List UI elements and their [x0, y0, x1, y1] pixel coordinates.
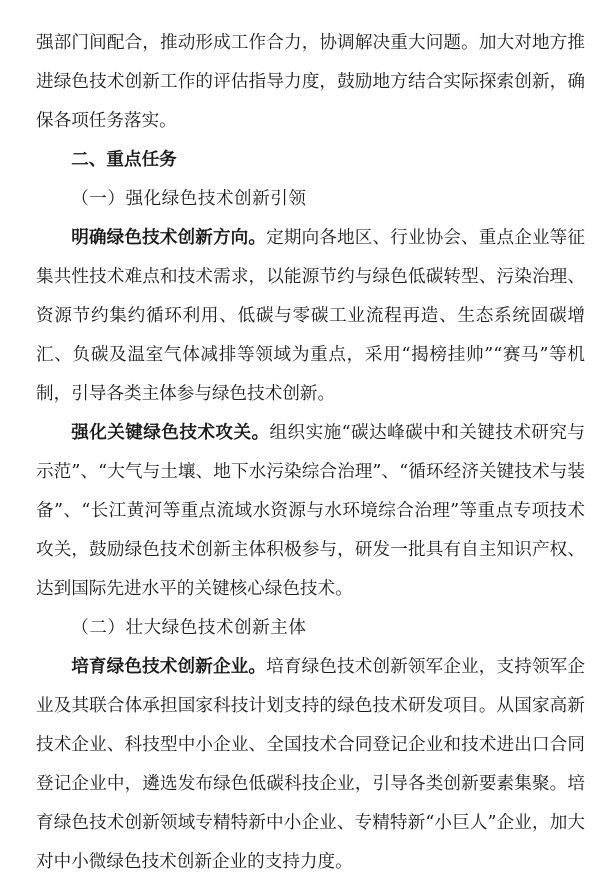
paragraph-body: 定期向各地区、行业协会、重点企业等征集共性技术难点和技术需求，以能源节约与绿色低碳转型、污染治理、资源节约集约循环利用、低碳与零碳工业流程再造、生态系统固碳增汇、负碳及温室气体减排等领域为重点，采用“揭榜挂帅”“赛马”等机制，引导各类主体参与绿色技术创新。: [36, 228, 585, 404]
subsection-2-title: （二）壮大绿色技术创新主体: [71, 618, 307, 638]
section-heading: 二、重点任务: [71, 150, 177, 170]
paragraph-cultivate-enterprises: [36, 648, 585, 882]
paragraph-green-tech-direction: [36, 219, 585, 414]
paragraph-lead: 培育绿色技术创新企业。: [71, 657, 267, 677]
paragraph-key-tech-research: [36, 414, 585, 609]
continuation-paragraph: 强部门间配合，推动形成工作合力，协调解决重大问题。加大对地方推进绿色技术创新工作的评估指导力度，鼓励地方结合实际探索创新，确保各项任务落实。: [36, 33, 585, 131]
paragraph-lead: 明确绿色技术创新方向。: [71, 228, 267, 248]
subsection-1-title: （一）强化绿色技术创新引领: [71, 189, 307, 209]
paragraph-lead: 强化关键绿色技术攻关。: [71, 423, 270, 443]
paragraph-body: 培育绿色技术创新领军企业，支持领军企业及其联合体承担国家科技计划支持的绿色技术研发项目。从国家高新技术企业、科技型中小企业、全国技术合同登记企业和技术进出口合同登记企业中，遴选发布绿色低碳科技企业，引导各类创新要素集聚。培育绿色技术创新领域专精特新中小企业、专精特新“小巨人”企业，加大对中小微绿色技术创新企业的支持力度。: [36, 657, 585, 872]
document-page: [36, 0, 585, 882]
paragraph-body: 组织实施“碳达峰碳中和关键技术研究与示范”、“大气与土壤、地下水污染综合治理”、“循环经济关键技术与装备”、“长江黄河等重点流域水资源与水环境综合治理”等重点专项技术攻关，鼓励绿色技术创新主体积极参与，研发一批具有自主知识产权、达到国际先进水平的关键核心绿色技术。: [36, 423, 585, 599]
